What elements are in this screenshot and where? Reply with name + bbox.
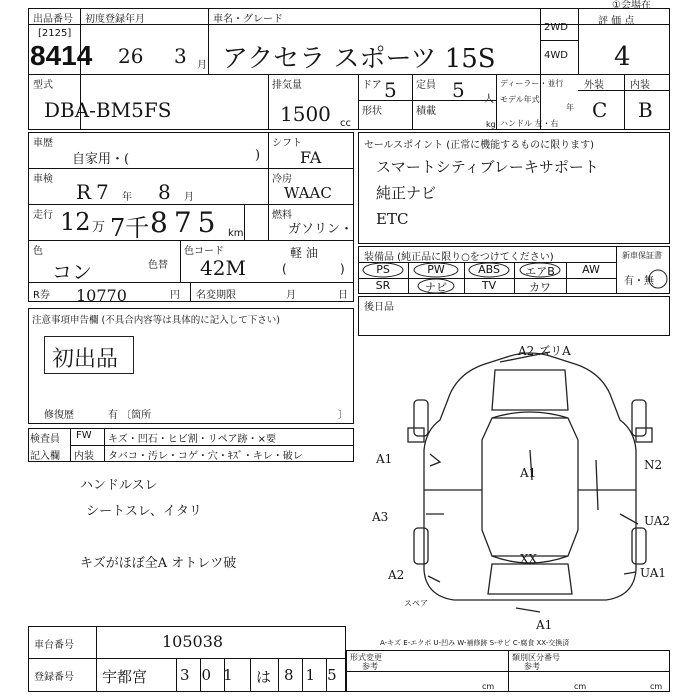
- score-label: 評 価 点: [598, 16, 635, 27]
- score-value: 4: [614, 42, 631, 72]
- fuel-label: 燃料: [272, 210, 292, 221]
- deadline-month: 月: [286, 290, 296, 301]
- dim-cm-2: cm: [574, 682, 587, 691]
- reg-no-label: 登録番号: [34, 672, 74, 683]
- inspect-year: 7: [96, 180, 109, 204]
- rear-mark: [516, 608, 540, 612]
- shape-change-label: 形式変更: [350, 653, 382, 662]
- stamp-text: 初出品: [52, 347, 119, 372]
- mark-a1-roof: A1: [520, 466, 537, 480]
- car-label: 車名・グレード: [213, 14, 283, 25]
- sales-point-3: ETC: [376, 210, 409, 228]
- circle-navi: [418, 279, 454, 293]
- inspect-month: 8: [158, 180, 171, 204]
- load-label: 積載: [416, 106, 436, 117]
- trunk: [488, 564, 572, 594]
- mark-n2: N2: [644, 458, 663, 472]
- doors-value: 5: [384, 78, 397, 102]
- lot-sub: [2125]: [38, 28, 72, 39]
- disp-label: 排気量: [272, 80, 302, 91]
- chassis-label: 車台番号: [34, 640, 74, 651]
- reg-num1: 301: [180, 666, 245, 684]
- right-mark-1: [596, 460, 598, 510]
- swap-label: 色替: [148, 260, 168, 271]
- fw-items: キズ・凹石・ヒビ割・リペア跡・×要: [108, 434, 276, 445]
- rear-right-wheel: [632, 528, 646, 564]
- sales-title: セールスポイント (正常に機能するものに限ります): [364, 140, 595, 151]
- ac-value: WAAC: [284, 184, 332, 202]
- circle-airbag: [520, 263, 560, 277]
- interior-items: タバコ・汚レ・コゲ・穴・ｷｽﾞ・キレ・破レ: [108, 451, 303, 462]
- front-right-wheel: [632, 400, 646, 436]
- mark-a3: A3: [372, 510, 389, 524]
- reg-city: 宇都宮: [102, 668, 148, 686]
- deadline-label: 名変期限: [196, 290, 236, 301]
- inspect-year-unit: 年: [122, 192, 132, 203]
- deadline-day: 日: [338, 290, 348, 301]
- reg-num2: は: [256, 668, 272, 686]
- handwritten-note-1: ハンドルスレ: [80, 478, 158, 493]
- mileage-3: 875: [150, 206, 222, 239]
- roof-outline: [482, 418, 578, 556]
- equip-sr: SR: [375, 279, 391, 292]
- car-name: アクセラ スポーツ 15S: [222, 44, 496, 74]
- seats-value: 5: [452, 78, 465, 102]
- ext-grade: C: [592, 98, 608, 122]
- reg-label: 初度登録年月: [85, 14, 145, 25]
- load-unit: kg: [486, 120, 496, 129]
- km-unit: km: [228, 228, 244, 239]
- fuel-open: (: [282, 262, 287, 276]
- fuel-close: ): [340, 262, 345, 276]
- mark-a1-left: A1: [376, 452, 393, 466]
- handwritten-note-2: シートスレ、イタリ: [86, 504, 202, 519]
- class-ref: 参考: [524, 662, 540, 671]
- equip-leather: カワ: [529, 281, 551, 294]
- mark-a2-front: A2 ズリA: [518, 344, 571, 358]
- yen-unit: 円: [170, 290, 180, 301]
- repair-label: 修復歴: [44, 410, 74, 421]
- mileage-label: 走行: [33, 210, 53, 221]
- reg-month: 3: [174, 44, 187, 68]
- chassis-value: 105038: [162, 632, 224, 651]
- equip-navi: ナビ: [425, 281, 447, 294]
- int-label: 内装: [630, 80, 650, 91]
- spare-label: スペア: [404, 599, 428, 608]
- mileage-man: 万: [92, 220, 106, 235]
- rear-left-wheel: [414, 528, 428, 564]
- model-year-label: モデル年式: [500, 95, 540, 104]
- disp-unit: cc: [340, 118, 351, 129]
- notes-title: 注意事項申告欄 (不具合内容等は具体的に記入して下さい): [32, 315, 280, 326]
- sales-point-2: 純正ナビ: [376, 184, 437, 202]
- shape-ref: 参考: [362, 662, 378, 671]
- shift-value: FA: [300, 148, 322, 167]
- circle-ps: [363, 263, 403, 277]
- front-left-wheel: [414, 400, 428, 436]
- equip-airbag: エアB: [525, 265, 555, 278]
- warranty-label: 新車保証書: [622, 251, 662, 260]
- equip-aw: AW: [582, 263, 600, 276]
- circle-abs: [469, 263, 509, 277]
- equip-abs: ABS: [478, 263, 500, 276]
- inspector-label: 検査員: [30, 434, 60, 445]
- mark-xx: XX: [520, 552, 538, 566]
- circle-warranty-none: [649, 270, 667, 288]
- sales-point-1: スマートシティブレーキサポート: [376, 158, 599, 176]
- fuel-1: ガソリン・: [288, 222, 354, 237]
- legend-1: A-キズ E-エクボ U-凹み W-補修跡 S-サビ C-腐食 XX-交換済: [380, 639, 570, 647]
- int-grade: B: [638, 98, 653, 122]
- equip-ps: PS: [376, 263, 390, 276]
- shape-label: 形状: [362, 106, 382, 117]
- mark-ua1: UA1: [640, 566, 667, 580]
- entry-label: 記入欄: [30, 451, 60, 462]
- doors-label: ドア: [362, 80, 382, 91]
- after-day-frame: [358, 296, 670, 336]
- circle-pw: [414, 263, 458, 277]
- right-mark-2: [620, 514, 638, 524]
- inspect-prefix: R: [76, 180, 92, 204]
- ext-label: 外装: [584, 80, 604, 91]
- year-unit: 年: [566, 103, 574, 112]
- interior-label: 内装: [74, 451, 94, 462]
- after-day-label: 後日品: [364, 302, 394, 313]
- color-label: 色: [33, 246, 43, 257]
- mileage-2: 7千: [110, 214, 150, 242]
- inspect-label: 車検: [33, 174, 53, 185]
- history-value: 自家用・(: [72, 152, 130, 167]
- top-right-text: ①会場在: [612, 0, 651, 11]
- dealer-label: ディーラー・並行: [500, 79, 564, 88]
- seats-unit: 人: [484, 94, 494, 105]
- color-value: コン: [52, 260, 92, 284]
- lot-label: 出品番号: [33, 14, 73, 25]
- hood: [492, 370, 568, 410]
- warranty-value: 有・無: [624, 276, 654, 287]
- shift-label: シフト: [272, 138, 302, 149]
- color-code-label: 色コード: [184, 246, 224, 257]
- mark-a2-rear: A2: [388, 568, 405, 582]
- fuel-2: 軽 油: [290, 246, 318, 260]
- color-code: 42M: [200, 256, 246, 280]
- history-label: 車歴: [33, 138, 53, 149]
- equipment-circle-marks: [358, 246, 670, 296]
- ac-label: 冷房: [272, 174, 292, 185]
- car-body-diagram: [400, 350, 663, 620]
- dim-cm-1: cm: [482, 682, 495, 691]
- seats-label: 定員: [416, 80, 436, 91]
- left-mark-1: [430, 454, 440, 466]
- disp-value: 1500: [280, 102, 331, 126]
- lot-number: 8414: [30, 40, 93, 71]
- model-label: 型式: [33, 80, 53, 91]
- equipment-title: 装備品 (純正品に限り○をつけてください): [364, 252, 554, 263]
- recycle-value: 10770: [76, 286, 127, 305]
- inspect-month-unit: 月: [184, 192, 194, 203]
- drive-2wd: 2WD: [544, 22, 568, 33]
- dim-cm-3: cm: [650, 682, 663, 691]
- fw-label: FW: [76, 430, 92, 441]
- equip-tv: TV: [481, 279, 497, 292]
- mark-a1-bottom: A1: [536, 618, 553, 632]
- equip-pw: PW: [427, 263, 445, 276]
- handwritten-note-3: キズがほぼ全A オトレツ破: [80, 556, 237, 571]
- history-close: ): [255, 148, 261, 163]
- drive-4wd: 4WD: [544, 50, 568, 61]
- repair-close: 〕: [338, 410, 348, 421]
- reg-month-unit: 月: [197, 60, 207, 71]
- mark-ua2: UA2: [644, 514, 671, 528]
- reg-num3: 815: [284, 666, 349, 684]
- mileage-1: 12: [60, 208, 91, 236]
- right-mark-3: [624, 572, 636, 574]
- left-mark-3: [428, 576, 440, 582]
- reg-year: 26: [118, 44, 144, 68]
- recycle-label: R券: [33, 290, 50, 301]
- class-label: 類別区分番号: [512, 653, 560, 662]
- model-value: DBA-BM5FS: [44, 98, 172, 122]
- windshield: [492, 412, 568, 418]
- handle-label: ハンドル 左・右: [500, 119, 559, 128]
- repair-value: 有 〔箇所: [108, 410, 152, 421]
